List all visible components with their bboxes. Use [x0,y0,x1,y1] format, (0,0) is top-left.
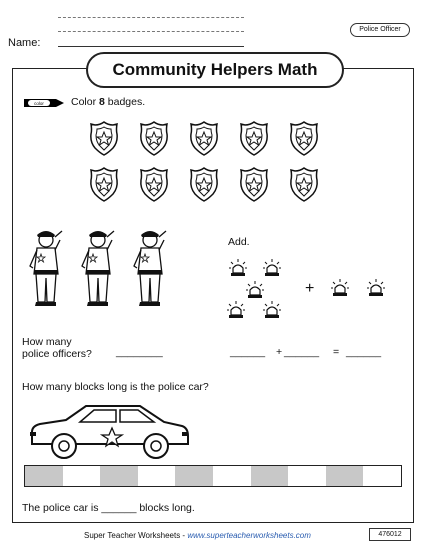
plus-operator: + [276,346,283,358]
siren-icon [262,300,282,320]
page-title: Community Helpers Math [86,52,344,88]
police-officer-icon [76,226,120,308]
name-label: Name: [8,37,41,49]
sum-blank[interactable]: ______ [346,346,382,358]
footer [84,531,311,540]
block-ruler [24,465,402,487]
crayon-icon [22,97,66,109]
car-answer-suffix: blocks long. [136,502,195,514]
instruction-suffix: badges. [104,96,146,108]
ruler-block [25,466,63,486]
car-question: How many blocks long is the police car? [22,381,209,393]
badge-icon[interactable] [89,166,119,202]
car-answer [22,502,195,514]
addend-blank-1[interactable]: ______ [230,346,266,358]
ruler-block [63,466,101,486]
name-dashed-line [58,31,244,32]
badge-icon[interactable] [289,166,319,202]
car-answer-prefix: The police car is [22,502,102,514]
color-instruction [71,96,145,108]
officer-answer-blank[interactable]: ________ [116,346,163,358]
badge-icon[interactable] [139,120,169,156]
plus-sign: + [305,280,315,297]
siren-icon [228,258,248,278]
badge-icon[interactable] [189,120,219,156]
ruler-block [138,466,176,486]
ruler-block [251,466,289,486]
equals-operator: = [333,346,340,358]
ruler-block [175,466,213,486]
badge-icon[interactable] [89,120,119,156]
badge-count: 8 [99,96,105,108]
crayon-label: color [34,101,44,106]
add-label: Add. [228,236,250,248]
siren-icon [245,280,265,300]
police-officer-icon [24,226,68,308]
siren-icon [226,300,246,320]
ruler-block [326,466,364,486]
instruction-prefix: Color [71,96,100,108]
siren-icon [366,278,386,298]
badge-icon[interactable] [239,166,269,202]
car-answer-blank[interactable]: ______ [101,502,137,514]
ruler-block [213,466,251,486]
badge-icon[interactable] [239,120,269,156]
footer-site-name: Super Teacher Worksheets - [84,531,188,540]
officer-question-line2: police officers? [22,348,92,360]
ruler-block [363,466,401,486]
badge-icon[interactable] [289,120,319,156]
officer-question-line1: How many [22,336,72,348]
footer-url[interactable]: www.superteacherworksheets.com [187,531,311,540]
ruler-block [100,466,138,486]
top-dashed-line [58,17,244,18]
siren-icon [262,258,282,278]
police-officer-icon [128,226,172,308]
ruler-block [288,466,326,486]
badge-icon[interactable] [189,166,219,202]
police-car-icon [24,402,194,464]
name-line[interactable] [58,46,244,47]
siren-icon [330,278,350,298]
badge-icon[interactable] [139,166,169,202]
topic-tag: Police Officer [350,23,410,37]
addend-blank-2[interactable]: ______ [284,346,320,358]
worksheet-code: 476012 [369,528,411,541]
